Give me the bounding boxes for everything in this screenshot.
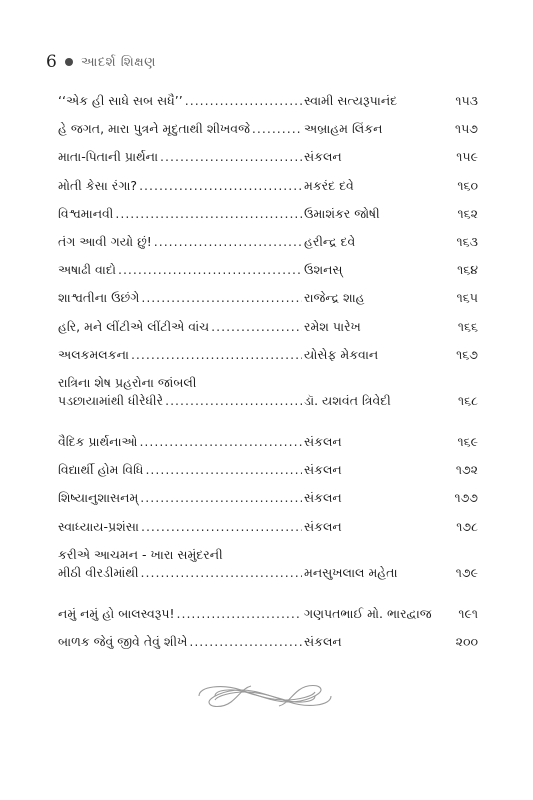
toc-entry xyxy=(58,461,478,479)
toc-title: અષાઢી વાદો xyxy=(58,262,116,278)
toc-entry xyxy=(58,120,478,138)
dot-leader xyxy=(118,261,302,279)
toc-author: ડૉ. યશવંત ત્રિવેદી xyxy=(304,393,391,408)
toc-author: સંકલન xyxy=(304,434,342,449)
toc-title: માતા-પિતાની પ્રાર્થના xyxy=(58,149,159,165)
toc-page-number: ૧૬૦ xyxy=(457,177,478,193)
dot-leader xyxy=(140,489,302,507)
toc-page-number: ૧૬૩ xyxy=(456,234,478,249)
page-number: 6 xyxy=(46,52,57,72)
toc-author: હરીન્દ્ર દવે xyxy=(304,234,356,249)
toc-title: તંગ આવી ગયો છું! xyxy=(58,234,152,249)
toc-author: ઉશનસ્ xyxy=(304,262,343,278)
toc-title: શાશ્વતીના ઉછંગે xyxy=(58,290,140,306)
toc-page-number: ૧૬૭ xyxy=(456,346,478,362)
toc-title: હરિ, મને લીંટીએ લીંટીએ વાંચ xyxy=(58,318,210,334)
toc-entry xyxy=(58,205,478,223)
toc-title: ‘‘એક હી સાધે સબ સધૈ’’ xyxy=(58,93,183,108)
toc-author: સંકલન xyxy=(304,462,342,478)
toc-title: સ્વાધ્યાય-પ્રશંસા xyxy=(58,518,139,534)
toc-entry xyxy=(58,489,478,507)
running-title: આદર્શ શિક્ષણ xyxy=(80,54,157,70)
toc-entry xyxy=(58,177,478,195)
toc-page-number: ૧૭૮ xyxy=(456,518,478,534)
toc-page-number: ૧૭૨ xyxy=(455,462,478,478)
dot-leader xyxy=(154,233,302,251)
toc-page-number: ૧૭૯ xyxy=(455,564,478,580)
toc-page-number: ૧૬૪ xyxy=(457,262,478,278)
toc-page-number: ૧૯૧ xyxy=(458,605,478,621)
toc-page-number: ૨૦૦ xyxy=(455,634,478,649)
toc-author: રમેશ પારેખ xyxy=(304,318,361,334)
toc-author: યોસેફ મેકવાન xyxy=(304,346,379,362)
toc-title: વિદ્યાર્થી હોમ વિધિ xyxy=(58,462,144,478)
toc-page-number: ૧૬૮ xyxy=(457,393,478,408)
toc-entry xyxy=(58,374,478,410)
dot-leader xyxy=(145,461,302,479)
toc-entry xyxy=(58,633,478,651)
toc-entry xyxy=(58,318,478,336)
dot-leader xyxy=(185,92,302,110)
toc-entry xyxy=(58,433,478,451)
toc-title: શિષ્યાનુશાસનમ્ xyxy=(58,490,139,506)
dot-leader xyxy=(131,346,302,364)
dot-leader xyxy=(139,177,302,195)
toc-title: અલકમલકના xyxy=(58,346,129,362)
toc-entry xyxy=(58,518,478,536)
toc-author: ઉમાશંકર જોષી xyxy=(304,205,380,221)
toc-title: બાળક જેવું જીવે તેવું શીખે xyxy=(58,634,188,649)
toc-page-number: ૧૭૭ xyxy=(454,490,478,506)
toc-author: રાજેન્દ્ર શાહ xyxy=(304,290,365,306)
toc-author: સંકલન xyxy=(304,634,342,649)
toc-page-number: ૧૫૭ xyxy=(454,121,478,137)
toc-author: ગણપતભાઈ મો. ભારદ્વાજ xyxy=(304,605,432,621)
toc-author: અબ્રાહમ લિંકન xyxy=(304,121,383,137)
toc-entry xyxy=(58,289,478,307)
toc-page-number: ૧૫૩ xyxy=(455,93,478,108)
dot-leader xyxy=(141,518,302,536)
toc-author: સંકલન xyxy=(304,149,342,165)
toc-title: નમું નમું હો બાલસ્વરૂપ! xyxy=(58,605,175,621)
dot-leader xyxy=(177,605,302,623)
toc-author: સંકલન xyxy=(304,490,342,506)
toc-author: સંકલન xyxy=(304,518,342,534)
dot-leader xyxy=(211,318,302,336)
toc-title-first-line: રાત્રિના શેષ પ્રહરોના જાંબલી xyxy=(58,375,197,390)
toc-page-number: ૧૬૫ xyxy=(456,290,478,306)
dot-leader xyxy=(141,564,302,582)
dot-leader xyxy=(165,392,302,410)
toc-page-number: ૧૫૯ xyxy=(456,149,478,165)
dot-leader xyxy=(189,633,302,651)
dot-leader xyxy=(141,289,302,307)
toc-title: મીઠી વીરડીમાંથી xyxy=(58,564,139,580)
toc-page-number: ૧૬૬ xyxy=(457,318,478,334)
dot-leader xyxy=(252,120,302,138)
toc-title: વિશ્વમાનવી xyxy=(58,205,114,221)
toc-title: પડછાયામાંથી ધીરેધીરે xyxy=(58,393,164,408)
page-header xyxy=(46,52,156,72)
toc-author: મનસુખલાલ મહેતા xyxy=(304,564,398,580)
dot-leader xyxy=(115,205,302,223)
toc-entry xyxy=(58,261,478,279)
toc-entry xyxy=(58,233,478,251)
toc-author: સ્વામી સત્યરૂપાનંદ xyxy=(304,93,398,108)
toc-title: મોતી કેસા રંગા? xyxy=(58,177,138,193)
toc-title: હે જગત, મારા પુત્રને મૃદુતાથી શીખવજે xyxy=(58,121,250,137)
dot-leader xyxy=(160,148,302,166)
toc-title-first-line: કરીએ આચમન - ખારા સમુંદરની xyxy=(58,546,223,562)
toc-entry xyxy=(58,605,478,623)
flourish-ornament-icon xyxy=(195,676,335,716)
toc-title: વૈદિક પ્રાર્થનાઓ xyxy=(58,434,138,449)
bullet-icon xyxy=(65,58,73,66)
dot-leader xyxy=(139,433,302,451)
toc-entry xyxy=(58,546,478,582)
toc-page-number: ૧૬૯ xyxy=(457,434,478,449)
toc-page-number: ૧૬૨ xyxy=(457,205,478,221)
toc-entry xyxy=(58,148,478,166)
toc-entry xyxy=(58,346,478,364)
toc-entry xyxy=(58,92,478,110)
toc-author: મકરંદ દવે xyxy=(304,177,354,193)
